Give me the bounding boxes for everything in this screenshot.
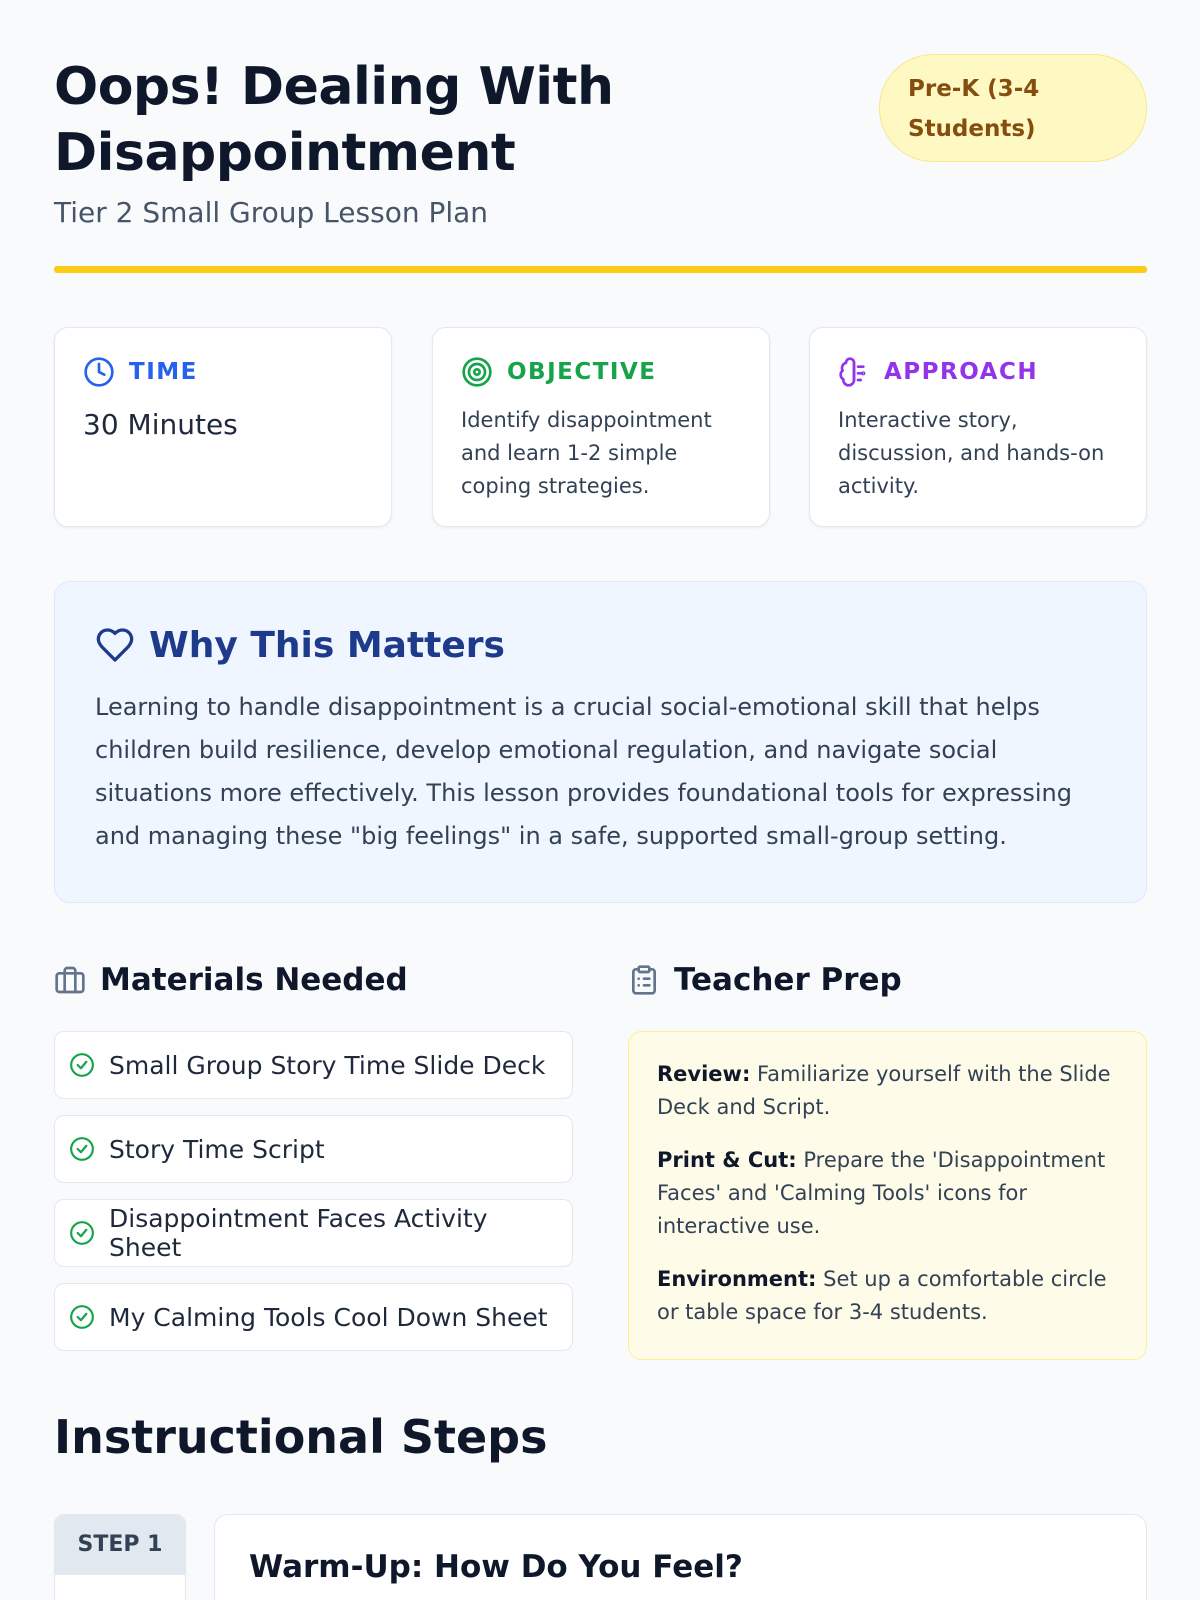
teacher-prep-header (628, 958, 902, 1002)
time-value: 30 Minutes (83, 408, 238, 441)
approach-label: APPROACH (884, 359, 1039, 385)
list-item (54, 1199, 573, 1267)
prep-item-text: Prepare the 'Disappointment Faces' and 'Calming Tools' icons for interactive use. (657, 1148, 1106, 1238)
material-label: Small Group Story Time Slide Deck (109, 1050, 546, 1080)
page-subtitle: Tier 2 Small Group Lesson Plan (54, 196, 489, 229)
clock-icon (83, 356, 115, 388)
list-item (54, 1115, 573, 1183)
grade-badge: Pre-K (3-4 Students) (879, 54, 1147, 162)
step-number-tab (54, 1514, 186, 1600)
prep-item-text: Familiarize yourself with the Slide Deck and Script. (657, 1062, 1111, 1119)
prep-item-label: Print & Cut: (657, 1148, 797, 1172)
materials-list (54, 1031, 573, 1367)
prep-item-label: Review: (657, 1062, 751, 1086)
lesson-plan-page (54, 0, 1147, 1585)
prep-item-text: Set up a comfortable circle or table space for 3-4 students. (657, 1267, 1107, 1324)
prep-item-label: Environment: (657, 1267, 817, 1291)
approach-value: Interactive story, discussion, and hands-on activity. (838, 408, 1105, 498)
teacher-prep-title: Teacher Prep (674, 962, 902, 998)
header (54, 0, 1147, 274)
info-cards (54, 327, 1147, 527)
material-label: Disappointment Faces Activity Sheet (109, 1204, 488, 1262)
materials-title: Materials Needed (100, 962, 408, 998)
time-label: TIME (129, 359, 198, 385)
teacher-prep-panel (628, 1031, 1147, 1360)
check-circle-icon (69, 1220, 95, 1246)
header-divider (54, 266, 1147, 273)
objective-label: OBJECTIVE (507, 359, 657, 385)
why-this-matters-panel (54, 581, 1147, 903)
check-circle-icon (69, 1304, 95, 1330)
prep-item-print (657, 1144, 1118, 1243)
heart-icon (95, 625, 135, 665)
check-circle-icon (69, 1052, 95, 1078)
clipboard-icon (628, 964, 660, 996)
material-label: My Calming Tools Cool Down Sheet (109, 1302, 548, 1332)
material-label: Story Time Script (109, 1134, 325, 1164)
materials-header (54, 958, 408, 1002)
prep-item-environment (657, 1263, 1118, 1329)
time-card (54, 327, 392, 527)
step-card (214, 1514, 1147, 1600)
step-title: Warm-Up: How Do You Feel? (249, 1549, 743, 1585)
objective-card (432, 327, 770, 527)
brain-icon (838, 356, 870, 388)
check-circle-icon (69, 1136, 95, 1162)
list-item (54, 1283, 573, 1351)
target-icon (461, 356, 493, 388)
steps-title: Instructional Steps (54, 1410, 548, 1464)
page-title: Oops! Dealing With Disappointment (54, 57, 614, 183)
why-body: Learning to handle disappointment is a crucial social-emotional skill that helps children build resilience, develop emotional regulation, and navigate social situations more effectively. This lesson provides foundational tools for expressing and managing these "big feelings" in a safe, supported small-group setting. (95, 693, 1073, 850)
step-number-label: STEP 1 (55, 1515, 185, 1575)
objective-value: Identify disappointment and learn 1-2 simple coping strategies. (461, 408, 712, 498)
approach-card (809, 327, 1147, 527)
list-item (54, 1031, 573, 1099)
why-title: Why This Matters (149, 624, 505, 666)
prep-item-review (657, 1058, 1118, 1124)
briefcase-icon (54, 964, 86, 996)
